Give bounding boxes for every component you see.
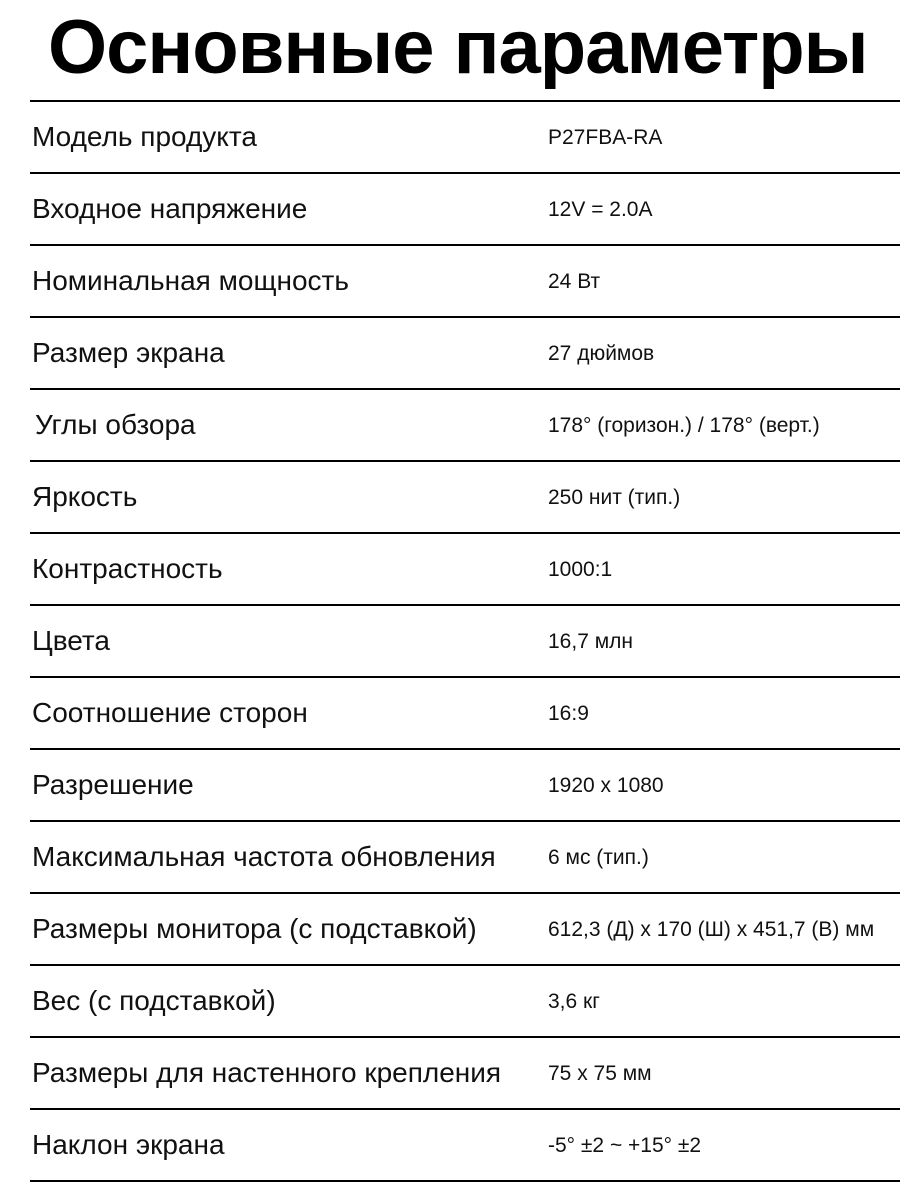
spec-label: Углы обзора — [35, 409, 196, 440]
spec-label: Разрешение — [32, 769, 194, 800]
spec-label: Наклон экрана — [32, 1129, 225, 1160]
spec-value: 612,3 (Д) x 170 (Ш) x 451,7 (В) мм — [548, 918, 875, 941]
spec-label: Максимальная частота обновления — [32, 841, 496, 872]
spec-row-resolution — [30, 750, 900, 822]
spec-label: Яркость — [32, 481, 138, 512]
spec-value: 3,6 кг — [548, 990, 600, 1013]
spec-row-model — [30, 102, 900, 174]
spec-row-screen-size — [30, 318, 900, 390]
spec-value: 27 дюймов — [548, 342, 655, 365]
spec-value: P27FBA-RA — [548, 126, 663, 149]
spec-label: Номинальная мощность — [32, 265, 349, 296]
page-title: Основные параметры — [48, 5, 868, 90]
spec-value: 1920 x 1080 — [548, 774, 664, 797]
spec-table — [30, 100, 900, 1182]
spec-row-tilt — [30, 1110, 900, 1182]
spec-value: 24 Вт — [548, 270, 601, 293]
spec-row-viewing-angles — [30, 390, 900, 462]
spec-row-input-voltage — [30, 174, 900, 246]
spec-label: Модель продукта — [32, 121, 257, 152]
spec-value: 6 мс (тип.) — [548, 846, 649, 869]
spec-value: 1000:1 — [548, 558, 613, 581]
spec-label: Цвета — [32, 625, 110, 656]
spec-row-refresh — [30, 822, 900, 894]
spec-label: Контрастность — [32, 553, 223, 584]
spec-label: Размеры монитора (с подставкой) — [32, 913, 477, 944]
spec-row-rated-power — [30, 246, 900, 318]
spec-value: -5° ±2 ~ +15° ±2 — [548, 1134, 702, 1157]
spec-value: 178° (горизон.) / 178° (верт.) — [548, 414, 820, 437]
spec-row-aspect-ratio — [30, 678, 900, 750]
spec-value: 75 x 75 мм — [548, 1062, 652, 1085]
spec-row-contrast — [30, 534, 900, 606]
spec-label: Вес (с подставкой) — [32, 985, 276, 1016]
spec-value: 16,7 млн — [548, 630, 633, 653]
spec-label: Входное напряжение — [32, 193, 308, 224]
spec-value: 12V = 2.0A — [548, 198, 653, 221]
spec-label: Размер экрана — [32, 337, 225, 368]
spec-label: Размеры для настенного крепления — [32, 1057, 502, 1088]
spec-value: 16:9 — [548, 702, 589, 725]
spec-row-brightness — [30, 462, 900, 534]
spec-row-dimensions — [30, 894, 900, 966]
spec-row-weight — [30, 966, 900, 1038]
spec-row-colors — [30, 606, 900, 678]
spec-value: 250 нит (тип.) — [548, 486, 681, 509]
spec-row-wall-mount — [30, 1038, 900, 1110]
spec-label: Соотношение сторон — [32, 697, 308, 728]
